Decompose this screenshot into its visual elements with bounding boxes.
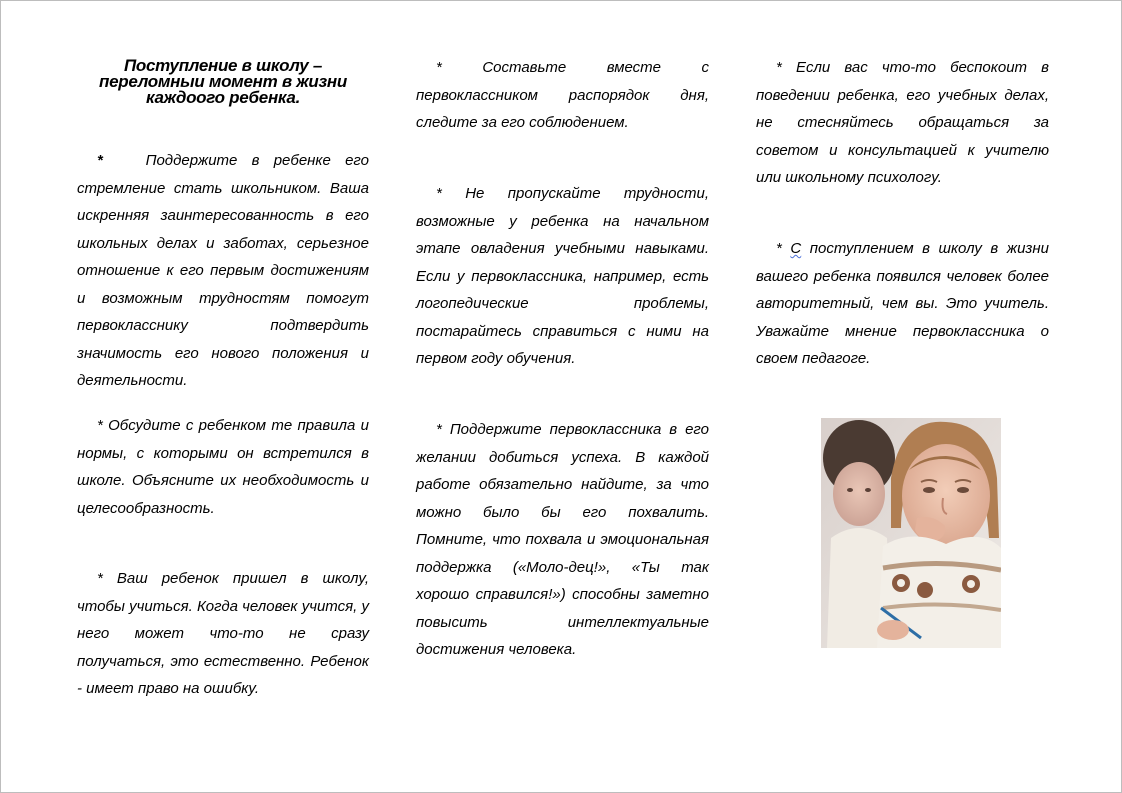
paragraph-discuss-rules: * Обсудите с ребенком те правила и нормы, с которыми он встретился в школе. Объясните их необходимость и целесообразность.	[77, 417, 369, 517]
paragraph-respect-teacher: * С поступлением в школу в жизни вашего ребенка появился человек более авторитетный, чем вы. Это учитель. Уважайте мнение первоклассника о своем педагоге.	[756, 240, 1049, 367]
paragraph-support-aspiration: * Поддержите в ребенке его стремление стать школьником. Ваша искренняя заинтересованность в его школьных делах и заботах, серьезное отношение к его первым достижениям и возможным трудностям помогут первокласснику подтвердить значимость его нового положения и деятельности.	[77, 152, 369, 389]
spellcheck-underlined-word: С	[790, 240, 802, 257]
brochure-title	[77, 58, 369, 106]
title-line-3: каждоого ребенка.	[145, 88, 301, 107]
paragraph-praise: * Поддержите первоклассника в его желании добиться успеха. В каждой работе обязательно найдите, за что можно было бы его похвалить. Помните, что похвала и эмоциональная поддержка («Моло-дец!», «Ты так хорошо справился!») способны заметно повысить интеллектуальные достижения человека.	[416, 421, 709, 658]
paragraph-difficulties: * Не пропускайте трудности, возможные у ребенка на начальном этапе овладения учебными навыками. Если у первоклассника, например, есть логопедические проблемы, постарайтесь справиться с ними на первом году обучения.	[416, 185, 709, 367]
bold-star-marker: *	[97, 152, 103, 169]
paragraph-right-to-mistake: * Ваш ребенок пришел в школу, чтобы учиться. Когда человек учится, у него может что-то не сразу получаться, это естественно. Ребенок - имеет право на ошибку.	[77, 570, 369, 697]
paragraph-daily-schedule: * Составьте вместе с первоклассником распорядок дня, следите за его соблюдением.	[416, 59, 709, 131]
schoolgirls-photo	[821, 418, 1001, 648]
paragraph-consult-teacher: * Если вас что-то беспокоит в поведении ребенка, его учебных делах, не стесняйтесь обращаться за советом и консультацией к учителю или школьному психологу.	[756, 59, 1049, 186]
title-line-1: Поступление в школу –	[123, 56, 323, 75]
title-line-2: переломныи момент в жизни	[99, 72, 347, 91]
